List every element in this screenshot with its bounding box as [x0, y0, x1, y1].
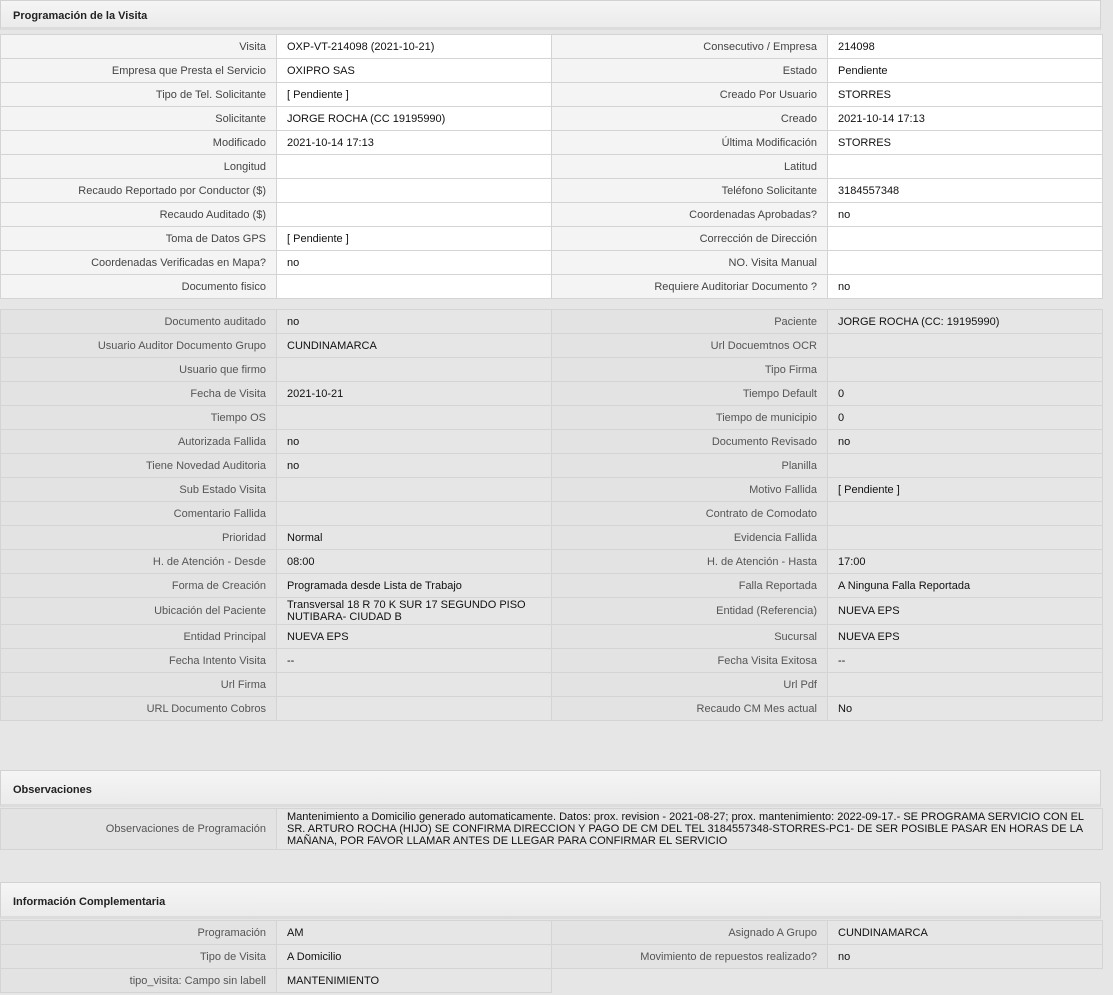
field-label: Forma de Creación	[1, 574, 277, 598]
field-value: no	[828, 203, 1103, 227]
field-value: OXP-VT-214098 (2021-10-21)	[277, 35, 552, 59]
field-label: Sucursal	[552, 625, 828, 649]
observaciones-value: Mantenimiento a Domicilio generado automaticamente. Datos: prox. revision - 2021-08-27; prox. mantenimiento: 2022-09-17.- SE PROGRAMA SERVICIO CON EL SR. ARTURO ROCHA (HIJO) SE CONFIRMA DIRECCION Y PAGO DE CM DEL TEL 3184557348-STORRES-PC1- DE SER POSIBLE PASAR EN HORAS DE LA MAÑANA, POR FAVOR LLAMAR ANTES DE LLEGAR PARA CONFIRMAR EL SERVICIO	[277, 809, 1103, 850]
field-value: 0	[828, 406, 1103, 430]
field-row	[1, 203, 1103, 227]
field-value	[828, 454, 1103, 478]
field-label: Toma de Datos GPS	[1, 227, 277, 251]
field-row	[1, 131, 1103, 155]
field-label: Fecha Visita Exitosa	[552, 649, 828, 673]
field-label: Fecha Intento Visita	[1, 649, 277, 673]
field-value: 3184557348	[828, 179, 1103, 203]
field-value	[828, 673, 1103, 697]
field-value	[277, 203, 552, 227]
visit-audit-table	[0, 309, 1103, 721]
field-value: A Ninguna Falla Reportada	[828, 574, 1103, 598]
field-label: Contrato de Comodato	[552, 502, 828, 526]
field-value	[277, 179, 552, 203]
field-value: no	[277, 430, 552, 454]
field-label: Modificado	[1, 131, 277, 155]
field-value: no	[828, 945, 1103, 969]
field-label: NO. Visita Manual	[552, 251, 828, 275]
field-value: no	[277, 454, 552, 478]
field-value: no	[277, 310, 552, 334]
field-label: Teléfono Solicitante	[552, 179, 828, 203]
field-value: JORGE ROCHA (CC 19195990)	[277, 107, 552, 131]
complementaria-table	[0, 920, 1103, 993]
section-header-programacion: Programación de la Visita	[0, 0, 1101, 30]
field-label: Tiempo OS	[1, 406, 277, 430]
field-value: no	[277, 251, 552, 275]
field-value	[277, 155, 552, 179]
field-label: Creado Por Usuario	[552, 83, 828, 107]
field-row	[1, 430, 1103, 454]
field-label: Url Pdf	[552, 673, 828, 697]
field-row	[1, 598, 1103, 625]
field-value	[828, 969, 1103, 993]
field-row	[1, 697, 1103, 721]
field-row	[1, 310, 1103, 334]
field-value	[828, 526, 1103, 550]
field-value	[828, 251, 1103, 275]
field-row	[1, 649, 1103, 673]
field-label: Evidencia Fallida	[552, 526, 828, 550]
field-label: Consecutivo / Empresa	[552, 35, 828, 59]
field-label: Comentario Fallida	[1, 502, 277, 526]
field-label: Motivo Fallida	[552, 478, 828, 502]
field-value: 2021-10-21	[277, 382, 552, 406]
field-label: Tiempo Default	[552, 382, 828, 406]
field-value: no	[828, 275, 1103, 299]
field-value: 2021-10-14 17:13	[828, 107, 1103, 131]
field-value	[277, 275, 552, 299]
field-value	[828, 227, 1103, 251]
field-value: [ Pendiente ]	[277, 227, 552, 251]
field-value: [ Pendiente ]	[277, 83, 552, 107]
field-label: Recaudo CM Mes actual	[552, 697, 828, 721]
field-row	[1, 35, 1103, 59]
field-label: Planilla	[552, 454, 828, 478]
field-value: No	[828, 697, 1103, 721]
field-row	[1, 334, 1103, 358]
field-row	[1, 155, 1103, 179]
field-row	[1, 625, 1103, 649]
field-row	[1, 179, 1103, 203]
field-value: Programada desde Lista de Trabajo	[277, 574, 552, 598]
field-value: [ Pendiente ]	[828, 478, 1103, 502]
field-label: Recaudo Auditado ($)	[1, 203, 277, 227]
field-value	[277, 478, 552, 502]
field-label: Última Modificación	[552, 131, 828, 155]
field-label: Tipo Firma	[552, 358, 828, 382]
field-row	[1, 945, 1103, 969]
field-value	[828, 334, 1103, 358]
field-label: Corrección de Dirección	[552, 227, 828, 251]
field-label: Visita	[1, 35, 277, 59]
field-label: Paciente	[552, 310, 828, 334]
field-label: Ubicación del Paciente	[1, 598, 277, 625]
field-value: NUEVA EPS	[828, 598, 1103, 625]
field-value: --	[828, 649, 1103, 673]
field-value: Transversal 18 R 70 K SUR 17 SEGUNDO PISO NUTIBARA- CIUDAD B	[277, 598, 552, 625]
field-value: CUNDINAMARCA	[828, 921, 1103, 945]
field-row	[1, 107, 1103, 131]
field-label: Solicitante	[1, 107, 277, 131]
section-header-complementaria: Información Complementaria	[0, 882, 1101, 919]
field-label: Creado	[552, 107, 828, 131]
field-label: Estado	[552, 59, 828, 83]
field-label: Longitud	[1, 155, 277, 179]
field-label: Movimiento de repuestos realizado?	[552, 945, 828, 969]
field-value	[828, 358, 1103, 382]
observaciones-table	[0, 808, 1103, 850]
field-row	[1, 275, 1103, 299]
field-row	[1, 406, 1103, 430]
field-row	[1, 478, 1103, 502]
field-label: Coordenadas Aprobadas?	[552, 203, 828, 227]
field-value: 0	[828, 382, 1103, 406]
field-label: Prioridad	[1, 526, 277, 550]
field-value: JORGE ROCHA (CC: 19195990)	[828, 310, 1103, 334]
field-label: Recaudo Reportado por Conductor ($)	[1, 179, 277, 203]
field-row	[1, 673, 1103, 697]
field-label: Url Docuemtnos OCR	[552, 334, 828, 358]
field-value	[277, 673, 552, 697]
field-value: NUEVA EPS	[828, 625, 1103, 649]
field-label: H. de Atención - Desde	[1, 550, 277, 574]
field-label: Programación	[1, 921, 277, 945]
field-value: CUNDINAMARCA	[277, 334, 552, 358]
field-label: tipo_visita: Campo sin labell	[1, 969, 277, 993]
field-label: URL Documento Cobros	[1, 697, 277, 721]
field-row	[1, 550, 1103, 574]
field-label: Documento fisico	[1, 275, 277, 299]
field-label: Empresa que Presta el Servicio	[1, 59, 277, 83]
field-value: Pendiente	[828, 59, 1103, 83]
field-row	[1, 83, 1103, 107]
field-value: STORRES	[828, 83, 1103, 107]
field-value: 08:00	[277, 550, 552, 574]
field-value: AM	[277, 921, 552, 945]
field-row	[1, 502, 1103, 526]
field-label: Fecha de Visita	[1, 382, 277, 406]
field-label: Autorizada Fallida	[1, 430, 277, 454]
field-label: Usuario que firmo	[1, 358, 277, 382]
field-label: Sub Estado Visita	[1, 478, 277, 502]
field-label: Documento Revisado	[552, 430, 828, 454]
field-label: Tiempo de municipio	[552, 406, 828, 430]
field-value: MANTENIMIENTO	[277, 969, 552, 993]
field-value: OXIPRO SAS	[277, 59, 552, 83]
field-value	[277, 406, 552, 430]
field-row	[1, 574, 1103, 598]
field-label	[552, 969, 828, 993]
field-value: --	[277, 649, 552, 673]
field-value	[277, 697, 552, 721]
observaciones-row	[1, 809, 1103, 850]
field-label: Usuario Auditor Documento Grupo	[1, 334, 277, 358]
field-row	[1, 227, 1103, 251]
field-row	[1, 454, 1103, 478]
field-value: no	[828, 430, 1103, 454]
field-value	[277, 358, 552, 382]
field-value: 17:00	[828, 550, 1103, 574]
field-label: Entidad (Referencia)	[552, 598, 828, 625]
field-row	[1, 251, 1103, 275]
field-value: A Domicilio	[277, 945, 552, 969]
field-label: Documento auditado	[1, 310, 277, 334]
observaciones-label: Observaciones de Programación	[1, 809, 277, 850]
field-value: 2021-10-14 17:13	[277, 131, 552, 155]
field-label: Tipo de Tel. Solicitante	[1, 83, 277, 107]
field-label: Entidad Principal	[1, 625, 277, 649]
field-value	[828, 502, 1103, 526]
field-label: Latitud	[552, 155, 828, 179]
field-row	[1, 358, 1103, 382]
field-label: H. de Atención - Hasta	[552, 550, 828, 574]
field-label: Tipo de Visita	[1, 945, 277, 969]
field-label: Tiene Novedad Auditoria	[1, 454, 277, 478]
field-value: Normal	[277, 526, 552, 550]
field-label: Url Firma	[1, 673, 277, 697]
field-row	[1, 526, 1103, 550]
field-label: Falla Reportada	[552, 574, 828, 598]
field-label: Requiere Auditoriar Documento ?	[552, 275, 828, 299]
field-row	[1, 969, 1103, 993]
field-value: NUEVA EPS	[277, 625, 552, 649]
section-header-observaciones: Observaciones	[0, 770, 1101, 807]
field-row	[1, 921, 1103, 945]
field-label: Coordenadas Verificadas en Mapa?	[1, 251, 277, 275]
field-value: 214098	[828, 35, 1103, 59]
field-label: Asignado A Grupo	[552, 921, 828, 945]
visit-details-table	[0, 34, 1103, 299]
field-value: STORRES	[828, 131, 1103, 155]
field-row	[1, 382, 1103, 406]
field-value	[828, 155, 1103, 179]
field-value	[277, 502, 552, 526]
field-row	[1, 59, 1103, 83]
